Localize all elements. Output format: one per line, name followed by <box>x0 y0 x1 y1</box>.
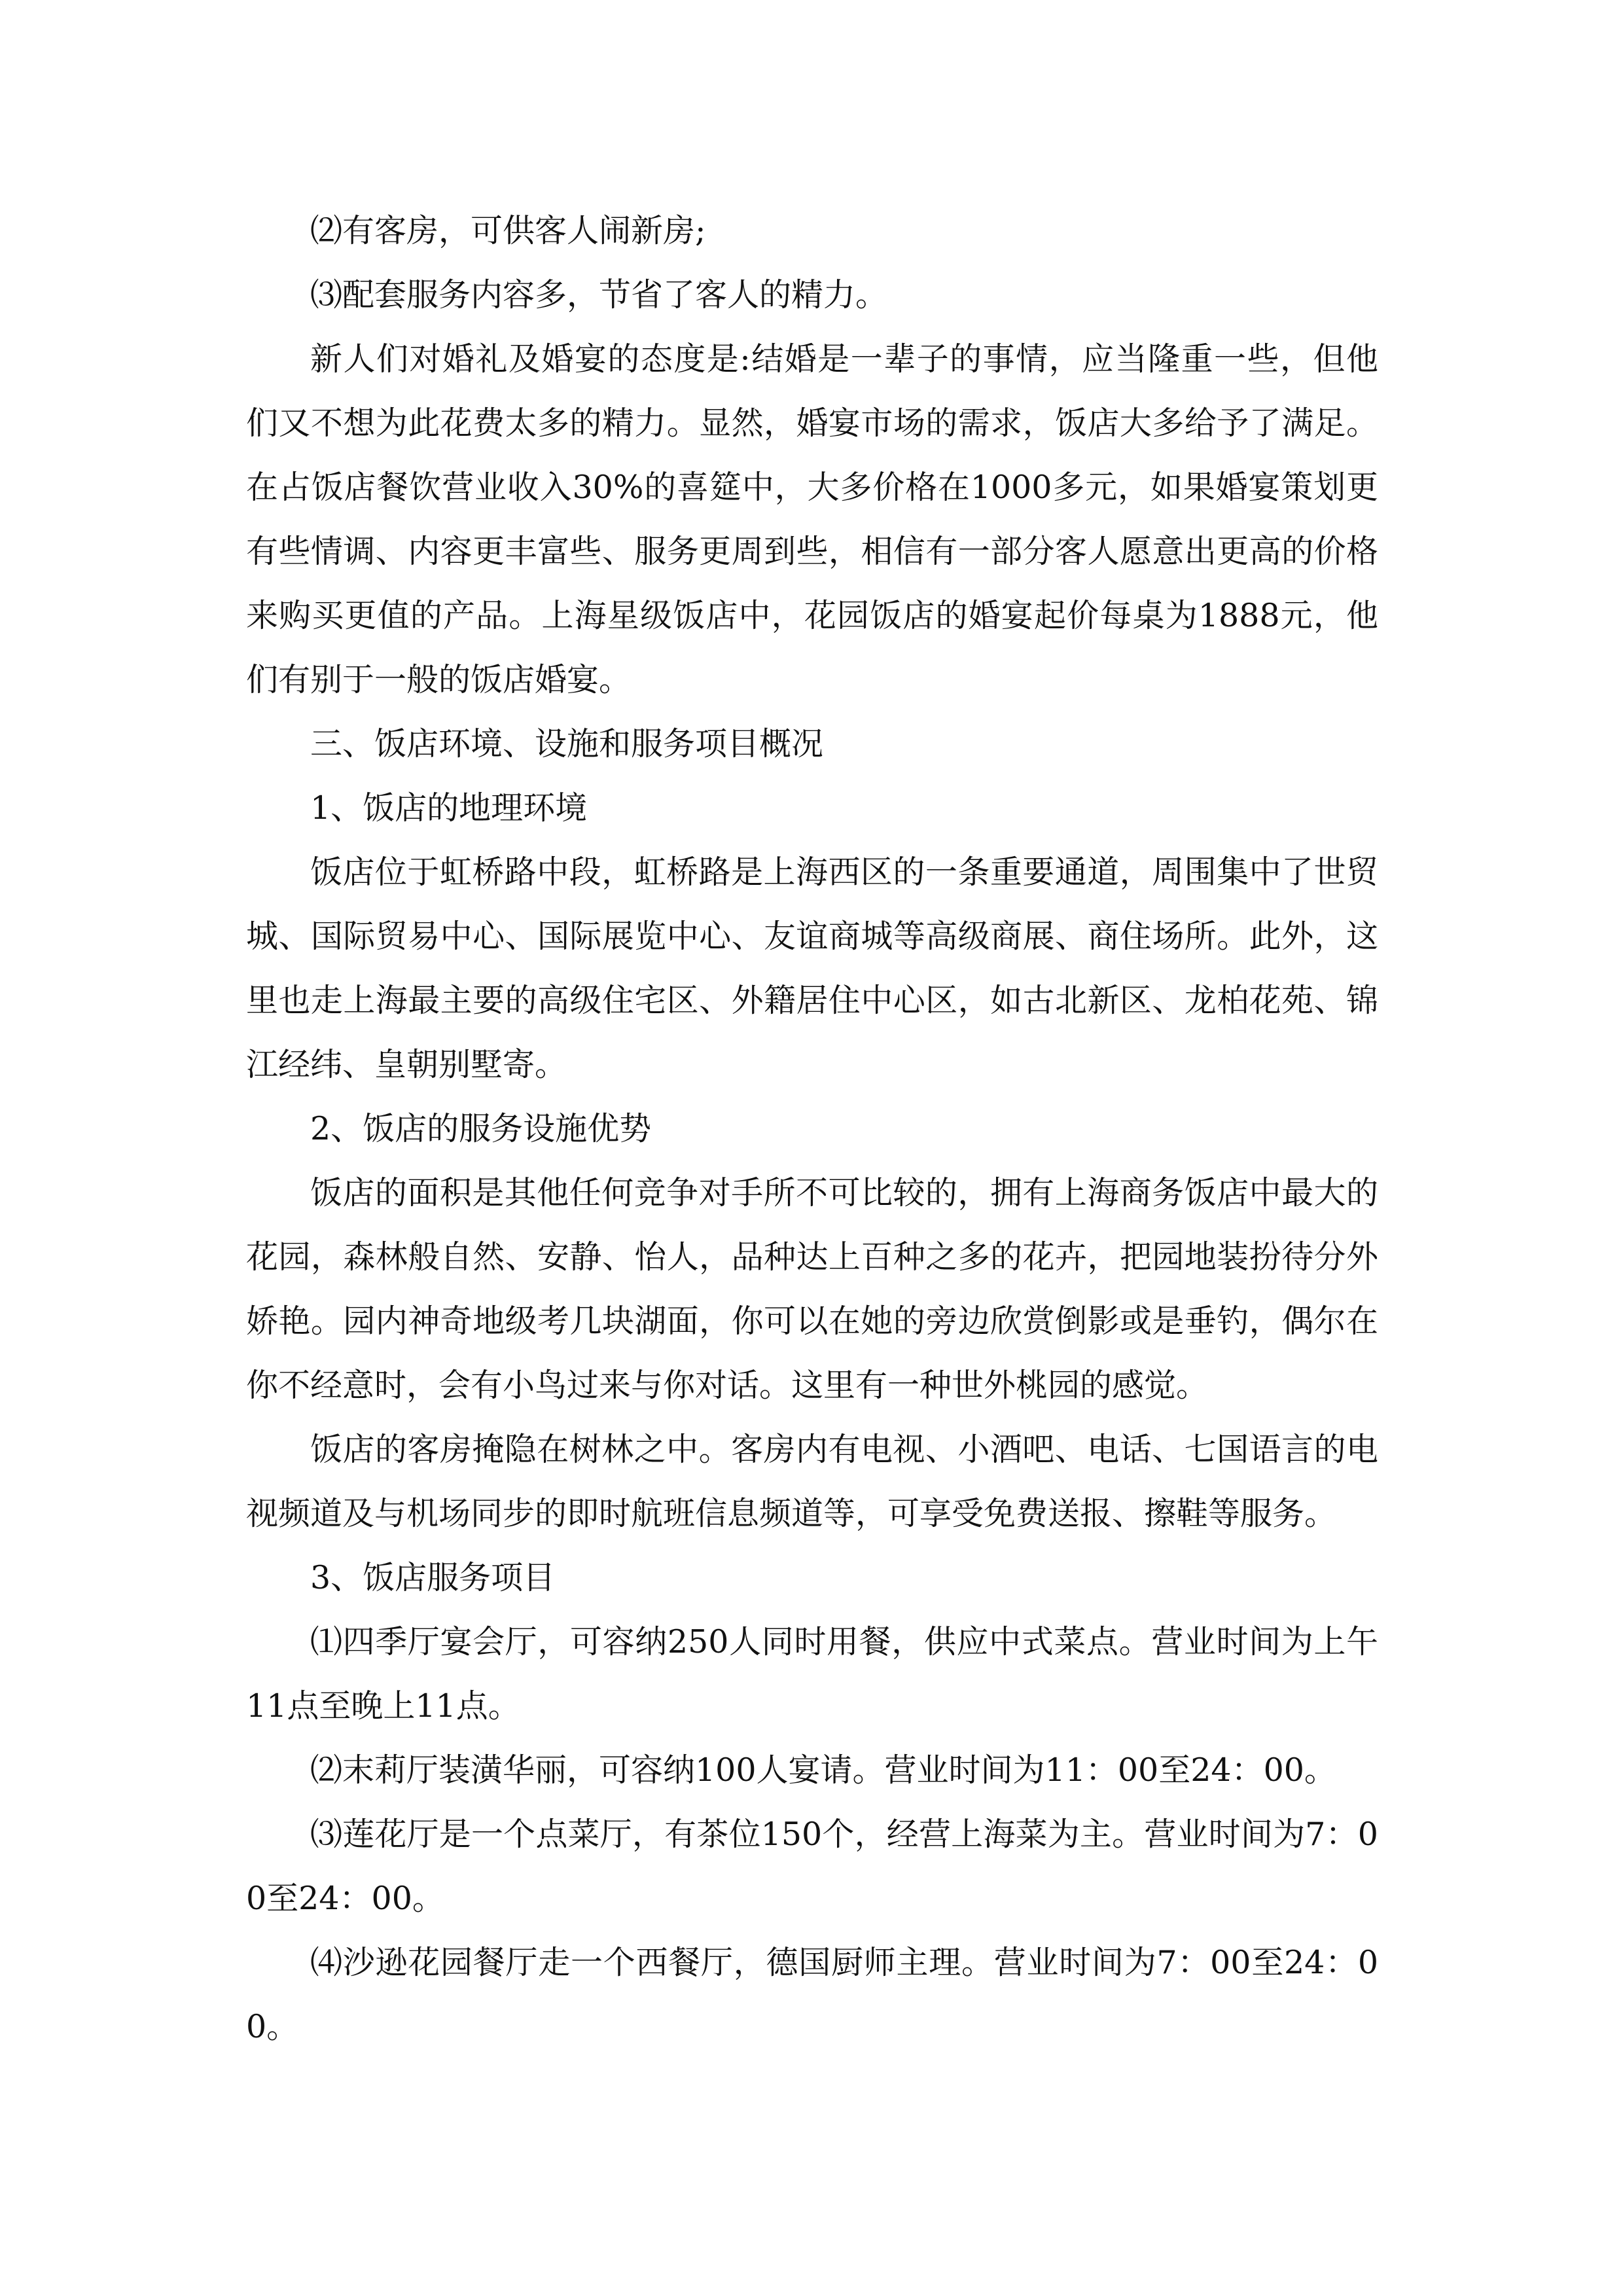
list-item-four-seasons-hall: ⑴四季厅宴会厅，可容纳250人同时用餐，供应中式菜点。营业时间为上午11点至晚上11点。 <box>246 1623 1378 1725</box>
subheading-facilities: 2、饭店的服务设施优势 <box>310 1110 652 1147</box>
paragraph-guest-rooms: ⑵有客房，可供客人闹新房; <box>310 212 706 249</box>
section-heading-overview: 三、饭店环境、设施和服务项目概况 <box>310 725 824 762</box>
subheading-service-items: 3、饭店服务项目 <box>310 1559 556 1596</box>
list-item-sassoon-garden: ⑷沙逊花园餐厅走一个西餐厅，德国厨师主理。营业时间为7：00至24：00。 <box>246 1944 1378 2045</box>
paragraph-wedding-attitude: 新人们对婚礼及婚宴的态度是:结婚是一辈子的事情，应当隆重一些，但他们又不想为此花费太多的精力。显然，婚宴市场的需求，饭店大多给予了满足。在占饭店餐饮营业收入30%的喜筵中，大多价格在1000多元，如果婚宴策划更有些情调、内容更丰富些、服务更周到些，相信有一部分客人愿意出更高的价格来购买更值的产品。上海星级饭店中，花园饭店的婚宴起价每桌为1888元，他们有别于一般的饭店婚宴。 <box>246 340 1378 698</box>
paragraph-services: ⑶配套服务内容多，节省了客人的精力。 <box>310 276 888 314</box>
paragraph-rooms: 饭店的客房掩隐在树林之中。客房内有电视、小酒吧、电话、七国语言的电视频道及与机场同步的即时航班信息频道等，可享受免费送报、擦鞋等服务。 <box>246 1431 1378 1532</box>
list-item-jasmine-hall: ⑵末莉厅装潢华丽，可容纳100人宴请。营业时间为11：00至24：00。 <box>310 1751 1336 1789</box>
document-body <box>246 199 1378 2059</box>
subheading-location: 1、饭店的地理环境 <box>310 789 588 827</box>
paragraph-garden: 饭店的面积是其他任何竞争对手所不可比较的，拥有上海商务饭店中最大的花园，森林般自然、安静、怡人，品种达上百种之多的花卉，把园地装扮待分外娇艳。园内神奇地级考几块湖面，你可以在她的旁边欣赏倒影或是垂钓，偶尔在你不经意时，会有小鸟过来与你对话。这里有一种世外桃园的感觉。 <box>246 1174 1378 1404</box>
paragraph-location: 饭店位于虹桥路中段，虹桥路是上海西区的一条重要通道，周围集中了世贸城、国际贸易中心、国际展览中心、友谊商城等高级商展、商住场所。此外，这里也走上海最主要的高级住宅区、外籍居住中心区，如古北新区、龙柏花苑、锦江经纬、皇朝别墅寄。 <box>246 853 1378 1083</box>
list-item-lotus-hall: ⑶莲花厅是一个点菜厅，有茶位150个，经营上海菜为主。营业时间为7：00至24：00。 <box>246 1816 1378 1917</box>
